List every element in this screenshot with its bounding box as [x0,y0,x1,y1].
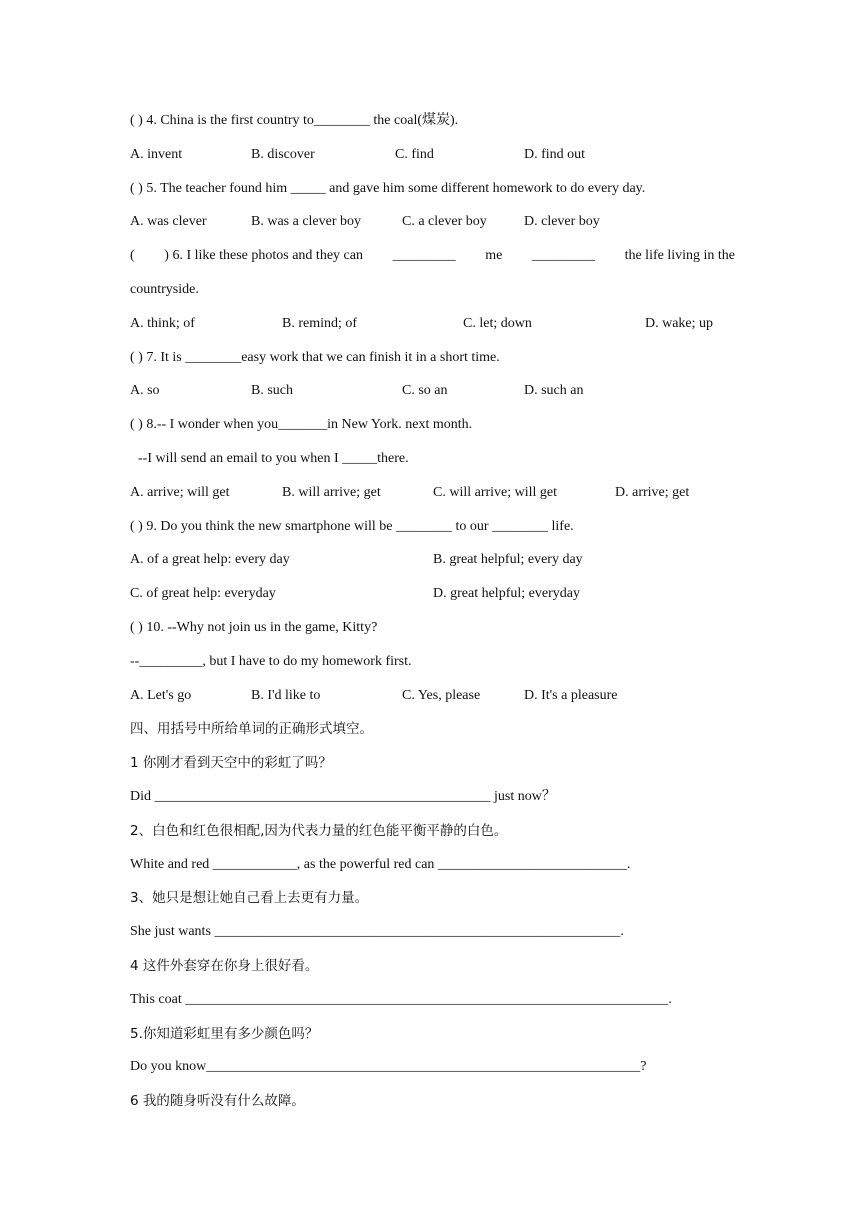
option-c: C. find [395,146,434,162]
option-c: C. of great help: everyday [130,586,276,602]
question-7-stem [130,348,735,382]
question-stem-text: ( ) 8.-- I wonder when you_______in New York. next month. [130,417,473,433]
stem-part: the life living in the [624,248,735,264]
worksheet-content [130,111,735,1125]
option-a: A. was clever [130,214,207,230]
question-stem-text: ( ) 9. Do you think the new smartphone will be ________ to our ________ life. [130,518,574,534]
chinese-sentence: 4 这件外套穿在你身上很好看。 [130,957,319,974]
blank: _________ [392,248,456,264]
option-b: B. discover [251,146,315,162]
stem-part: ) 6. I like these photos and they can [164,248,363,264]
option-c: C. so an [402,383,448,399]
question-6-options [130,314,735,348]
option-a: A. of a great help: every day [130,552,290,568]
option-a: A. Let's go [130,687,192,703]
question-5-options [130,212,735,246]
stem-part: ( [130,248,135,264]
translation-3-cn [130,888,735,922]
question-9-options-row-2 [130,584,735,618]
option-a: A. so [130,383,160,399]
question-stem-text: ( ) 5. The teacher found him _____ and gave him some different homework to do every day. [130,180,646,196]
chinese-sentence: 2、白色和红色很相配,因为代表力量的红色能平衡平静的白色。 [130,822,508,839]
translation-3-en [130,922,735,956]
chinese-sentence: 5.你知道彩虹里有多少颜色吗？ [130,1025,319,1042]
option-d: D. wake; up [645,315,714,331]
option-b: B. great helpful; every day [433,552,583,568]
question-9-options-row-1 [130,550,735,584]
section-4-title [130,719,735,753]
question-4-options [130,145,735,179]
option-b: B. will arrive; get [282,484,381,500]
answer-line: This coat _____________________________________________________________________. [130,991,672,1007]
question-9-stem [130,517,735,551]
option-d: D. great helpful; everyday [433,586,580,602]
chinese-sentence: 1 你刚才看到天空中的彩虹了吗？ [130,755,332,772]
translation-1-cn [130,753,735,787]
question-5-stem [130,179,735,213]
translation-2-cn [130,821,735,855]
question-10-stem-reply [130,652,735,686]
question-8-options [130,483,735,517]
answer-line: She just wants __________________________________________________________. [130,924,624,940]
question-8-stem [130,415,735,449]
stem-part: me [485,248,503,264]
question-10-stem [130,618,735,652]
option-a: A. think; of [130,315,195,331]
translation-6-cn [130,1091,735,1125]
option-d: D. clever boy [524,214,600,230]
option-c: C. a clever boy [402,214,487,230]
question-stem-text: ( ) 4. China is the first country to________ the coal(煤炭). [130,113,459,128]
blank: _________ [531,248,595,264]
question-stem-text: countryside. [130,281,199,297]
option-b: B. remind; of [282,315,358,331]
option-b: B. I'd like to [251,687,321,703]
question-7-options [130,381,735,415]
translation-2-en [130,855,735,889]
question-8-stem-reply [130,449,735,483]
translation-5-en [130,1057,735,1091]
question-4-stem [130,111,735,145]
option-c: C. Yes, please [402,687,481,703]
question-6-stem-continued [130,280,735,314]
question-stem-text: ( ) 10. --Why not join us in the game, Kitty? [130,619,378,635]
question-6-stem [130,246,735,280]
question-stem-text: ( ) 7. It is ________easy work that we can finish it in a short time. [130,349,500,365]
option-a: A. arrive; will get [130,484,230,500]
answer-line: Did ________________________________________________ just now？ [130,788,556,804]
option-b: B. such [251,383,293,399]
translation-5-cn [130,1024,735,1058]
option-d: D. such an [524,383,584,399]
answer-line: Do you know______________________________________________________________? [130,1059,647,1075]
option-a: A. invent [130,146,183,162]
translation-4-en [130,990,735,1024]
option-c: C. will arrive; will get [433,484,558,500]
option-d: D. find out [524,146,586,162]
option-c: C. let; down [463,315,532,331]
section-title: 四、用括号中所给单词的正确形式填空。 [130,721,373,738]
question-10-options [130,686,735,720]
chinese-sentence: 6 我的随身听没有什么故障。 [130,1093,305,1110]
option-d: D. It's a pleasure [524,687,618,703]
question-stem-text: --I will send an email to you when I _____there. [138,450,409,466]
option-d: D. arrive; get [615,484,690,500]
question-stem-text: --_________, but I have to do my homework first. [130,653,412,669]
translation-1-en [130,787,735,821]
translation-4-cn [130,956,735,990]
option-b: B. was a clever boy [251,214,362,230]
chinese-sentence: 3、她只是想让她自己看上去更有力量。 [130,890,369,907]
answer-line: White and red ____________, as the powerful red can ___________________________. [130,856,631,872]
